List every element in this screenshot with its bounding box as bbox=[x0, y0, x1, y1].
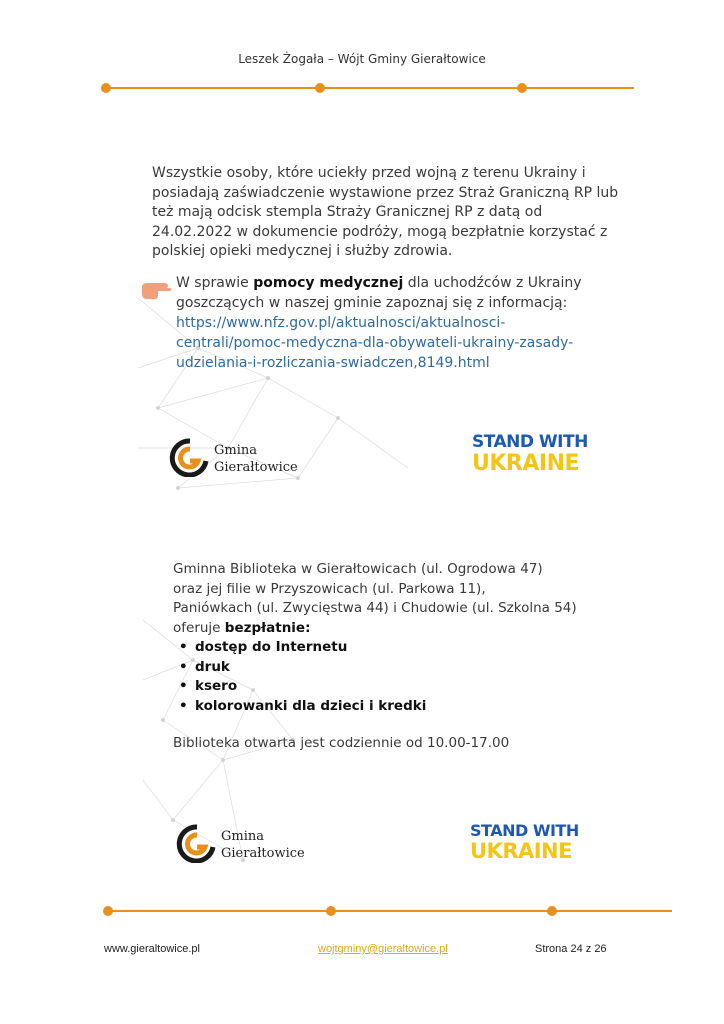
footer-divider-dot bbox=[547, 906, 557, 916]
list-item: • kolorowanki dla dzieci i kredki bbox=[195, 697, 613, 717]
footer-divider-dot bbox=[103, 906, 113, 916]
library-offer-bold: bezpłatnie: bbox=[224, 619, 311, 636]
library-info bbox=[173, 560, 613, 754]
pointing-hand-icon bbox=[140, 278, 174, 300]
gmina-logo-line2: Gierałtowice bbox=[221, 846, 305, 861]
header-divider-dot bbox=[517, 83, 527, 93]
medical-text-pre: W sprawie bbox=[176, 275, 254, 291]
library-services-list bbox=[173, 638, 613, 716]
library-line1: Gminna Biblioteka w Gierałtowicach (ul. Ogrodowa 47) bbox=[173, 561, 543, 577]
refugee-medical-intro: Wszystkie osoby, które uciekły przed wojną z terenu Ukrainy i posiadają zaświadczenie wystawione przez Straż Graniczną RP lub też mają odcisk stempla Straży Granicznej RP z datą od 24.02.2022 w dokumencie podróży, mogą bezpłatnie korzystać z polskiej opieki medycznej i służby zdrowia. bbox=[152, 165, 619, 259]
swu-line2: UKRAINE bbox=[472, 451, 580, 476]
header-divider-dot bbox=[101, 83, 111, 93]
swu-line1: STAND WITH bbox=[472, 432, 588, 452]
medical-text-bold: pomocy medycznej bbox=[253, 275, 404, 291]
page-header-title: Leszek Żogała – Wójt Gminy Gierałtowice bbox=[238, 52, 486, 66]
footer-email-link[interactable]: wojtgminy@gieraltowice.pl bbox=[318, 943, 448, 955]
footer-divider bbox=[108, 910, 672, 912]
list-item: • druk bbox=[195, 658, 613, 678]
gmina-logo-icon bbox=[168, 437, 212, 477]
medical-text-post: dla uchodźców z Ukrainy goszczących w naszej gminie zapoznaj się z informacją: bbox=[176, 275, 582, 311]
library-line2: oraz jej filie w Przyszowicach (ul. Parkowa 11), bbox=[173, 580, 486, 597]
library-offer-pre: oferuje bbox=[173, 619, 225, 636]
library-line3: Paniówkach (ul. Zwycięstwa 44) i Chudowie (ul. Szkolna 54) bbox=[173, 600, 577, 616]
stand-with-ukraine-badge bbox=[472, 433, 588, 476]
stand-with-ukraine-badge bbox=[470, 822, 579, 863]
footer-page-number: Strona 24 z 26 bbox=[535, 943, 607, 955]
gmina-logo-icon bbox=[175, 823, 219, 863]
nfz-link[interactable]: https://www.nfz.gov.pl/aktualnosci/aktualnosci-centrali/pomoc-medyczna-dla-obywateli-ukrainy-zasady-udzielania-i-rozliczania-swiadczen,8149.html bbox=[176, 315, 574, 371]
header-divider bbox=[106, 87, 634, 89]
gmina-logo-line1: Gmina bbox=[221, 829, 264, 844]
gmina-logo-text bbox=[214, 442, 298, 476]
footer-website-link[interactable]: www.gieraltowice.pl bbox=[104, 943, 200, 955]
swu-line2: UKRAINE bbox=[470, 839, 572, 863]
gmina-logo-line1: Gmina bbox=[214, 443, 257, 458]
library-hours: Biblioteka otwarta jest codziennie od 10.00-17.00 bbox=[173, 735, 510, 751]
header-divider-dot bbox=[315, 83, 325, 93]
swu-line1: STAND WITH bbox=[470, 821, 579, 840]
list-item: • dostęp do Internetu bbox=[195, 638, 613, 658]
medical-help-info bbox=[176, 273, 596, 373]
footer-divider-dot bbox=[326, 906, 336, 916]
list-item: • ksero bbox=[195, 677, 613, 697]
gmina-logo-text bbox=[221, 828, 305, 862]
gmina-logo-line2: Gierałtowice bbox=[214, 460, 298, 475]
